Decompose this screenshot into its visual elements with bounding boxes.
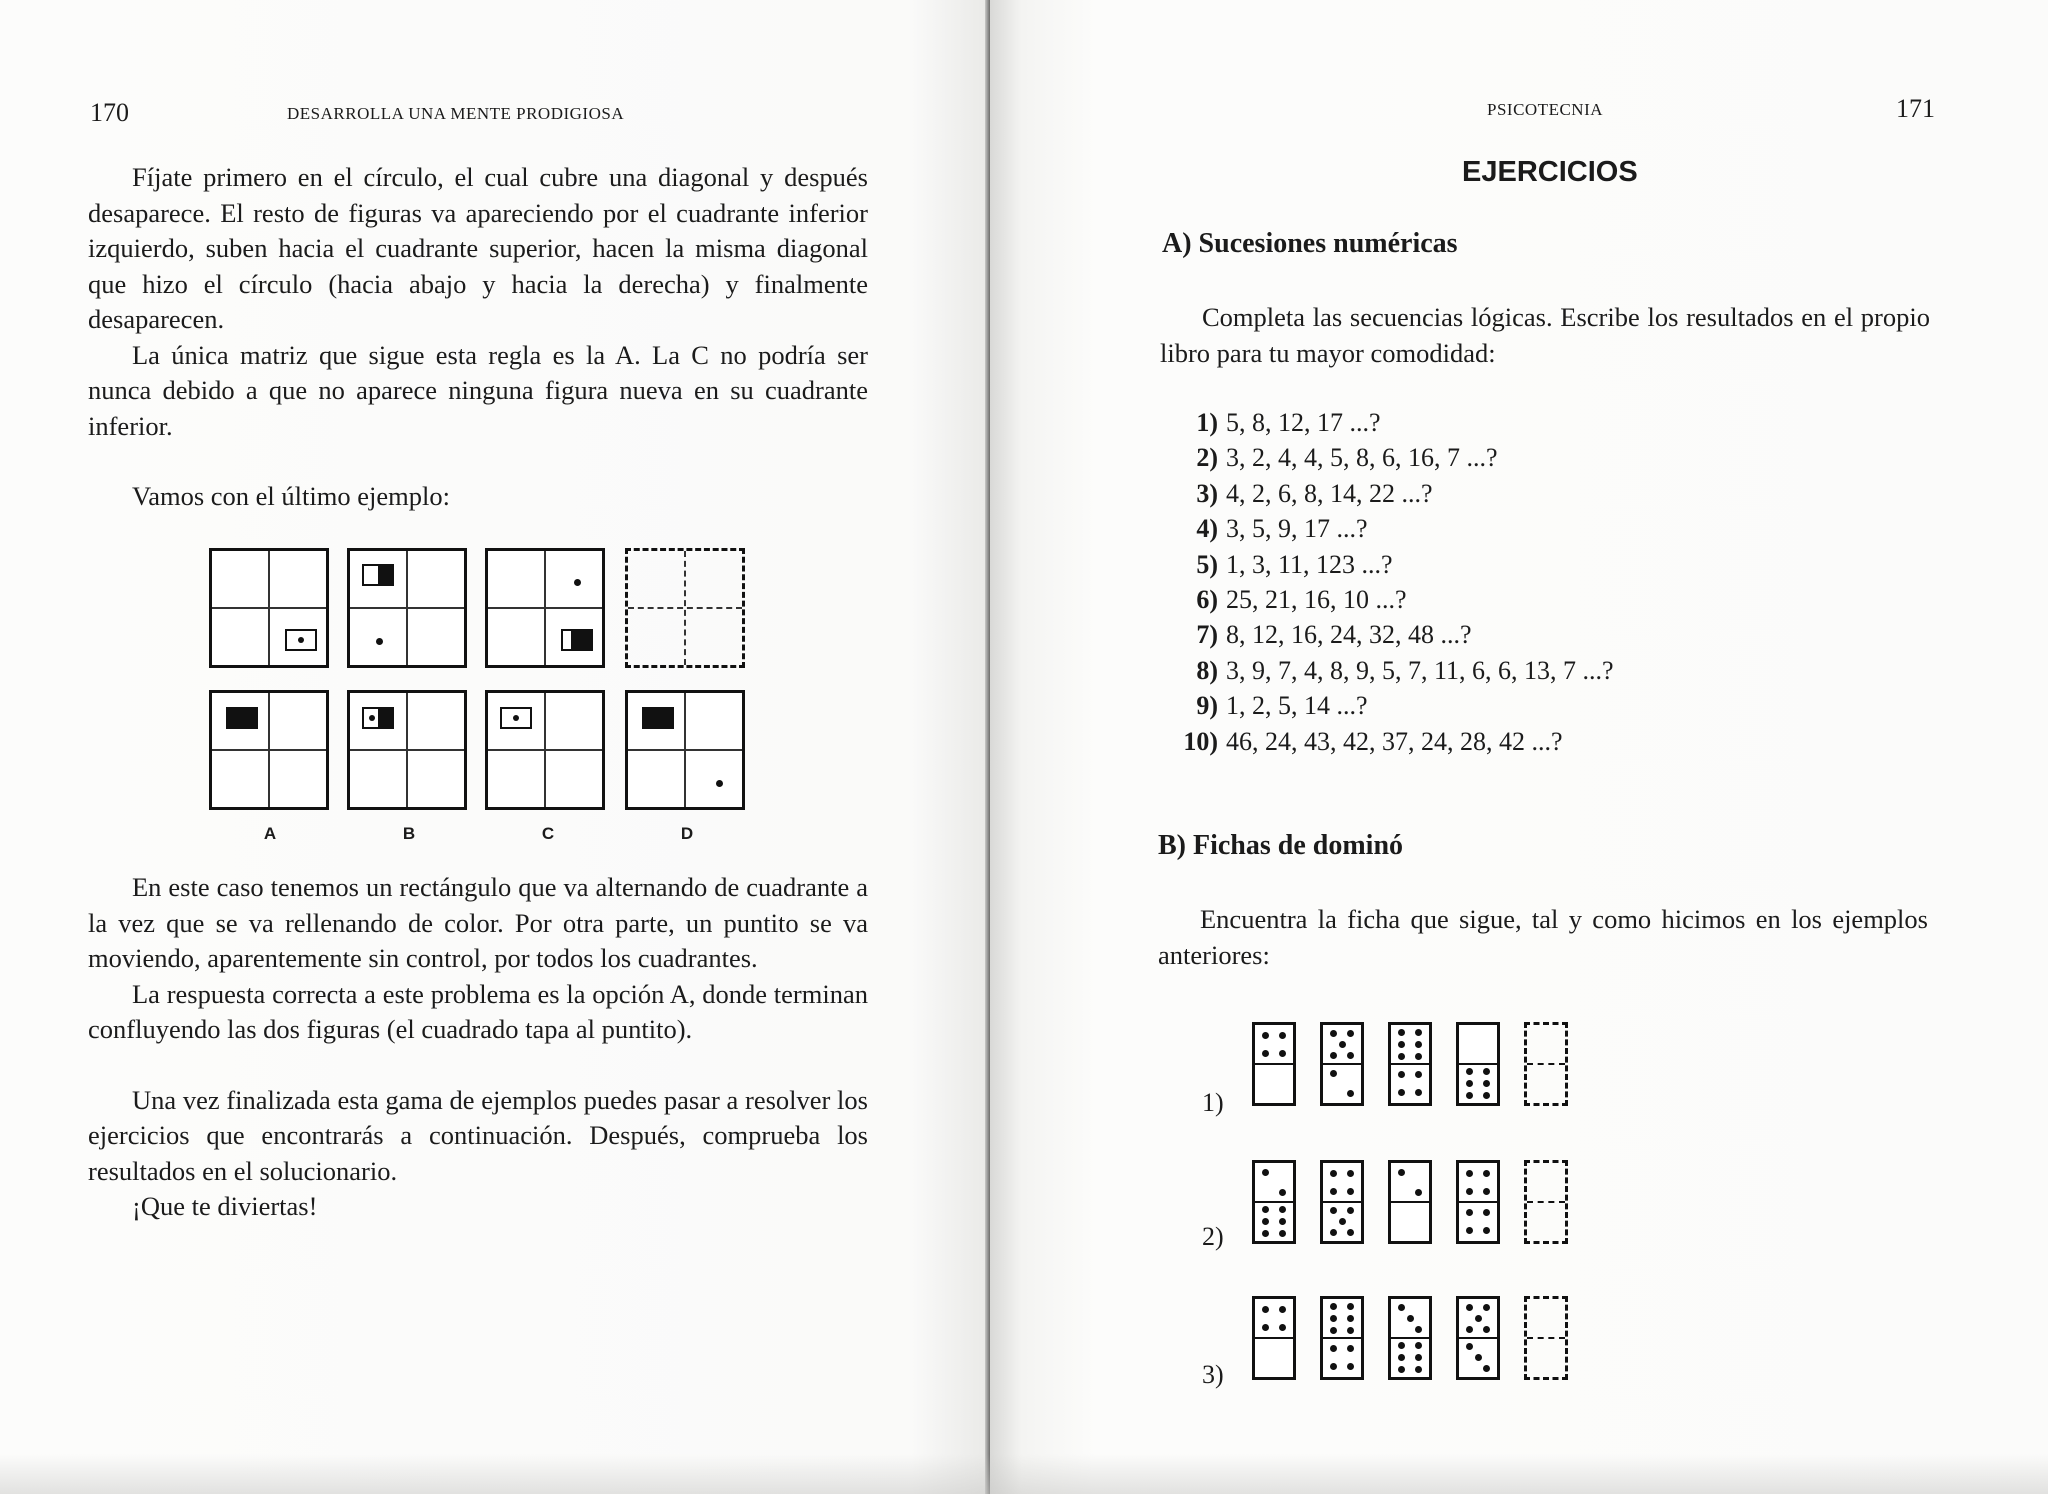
domino-row-label: 3) (1202, 1360, 1224, 1389)
option-label-b: B (402, 824, 416, 843)
rect-half-filled-dot (362, 707, 394, 729)
domino-pip (1279, 1324, 1286, 1331)
rect-filled (226, 707, 258, 729)
domino-pip (1330, 1363, 1337, 1370)
option-label-d: D (680, 824, 694, 843)
running-head-left: DESARROLLA UNA MENTE PRODIGIOSA (287, 104, 625, 123)
domino-pip (1466, 1068, 1473, 1075)
domino-pip (1415, 1089, 1422, 1096)
domino-pip (1339, 1218, 1346, 1225)
rect-filled (642, 707, 674, 729)
intro-b (1158, 902, 1928, 973)
domino-pip (1279, 1050, 1286, 1057)
domino-pip (1330, 1229, 1337, 1236)
domino-pip (1398, 1169, 1405, 1176)
sequence-item: 4) 3, 5, 9, 17 ...? (1196, 514, 1368, 544)
domino-pip (1466, 1188, 1473, 1195)
domino-pip (1339, 1041, 1346, 1048)
domino-tile (1252, 1160, 1296, 1244)
domino-pip (1415, 1053, 1422, 1060)
domino-tile (1456, 1296, 1500, 1380)
domino-tile (1320, 1296, 1364, 1380)
domino-pip (1347, 1315, 1354, 1322)
rect-mostly-filled (561, 629, 593, 651)
domino-pip (1466, 1092, 1473, 1099)
domino-pip (1483, 1170, 1490, 1177)
intro-a-text: Completa las secuencias lógicas. Escribe los resultados en el propio libro para tu mayor comodidad: (1160, 302, 1930, 368)
paragraph-6: Una vez finalizada esta gama de ejemplos puedes pasar a resolver los ejercicios que encontrarás a continuación. Después, comprueba los resultados en el solucionario. (88, 1084, 868, 1186)
text-upper (88, 160, 868, 515)
rect-outline-dot (500, 707, 532, 729)
domino-pip (1466, 1170, 1473, 1177)
domino-pip (1398, 1071, 1405, 1078)
domino-pip (1415, 1041, 1422, 1048)
sequence-item: 6) 25, 21, 16, 10 ...? (1196, 585, 1407, 615)
option-label-a: A (263, 824, 277, 843)
domino-pip (1330, 1303, 1337, 1310)
domino-tile (1320, 1022, 1364, 1106)
sequence-item: 1) 5, 8, 12, 17 ...? (1196, 408, 1381, 437)
domino-pip (1466, 1209, 1473, 1216)
domino-pip (1415, 1366, 1422, 1373)
domino-pip (1330, 1327, 1337, 1334)
domino-pip (1262, 1032, 1269, 1039)
domino-pip (1330, 1030, 1337, 1037)
domino-pip (1330, 1207, 1337, 1214)
domino-tile (1388, 1296, 1432, 1380)
domino-pip (1407, 1315, 1414, 1322)
domino-pip (1279, 1206, 1286, 1213)
domino-pip (1330, 1315, 1337, 1322)
domino-tile (1456, 1022, 1500, 1106)
sequence-item: 9) 1, 2, 5, 14 ...? (1196, 691, 1368, 721)
domino-pip (1398, 1354, 1405, 1361)
domino-pip (1347, 1188, 1354, 1195)
sequence-item: 7) 8, 12, 16, 24, 32, 48 ...? (1196, 620, 1472, 650)
domino-pip (1483, 1080, 1490, 1087)
domino-pip (1347, 1030, 1354, 1037)
domino-pip (1279, 1032, 1286, 1039)
domino-tile (1320, 1160, 1364, 1244)
domino-pip (1483, 1188, 1490, 1195)
domino-pip (1347, 1052, 1354, 1059)
left-page (0, 0, 990, 1494)
dot (716, 780, 723, 787)
domino-pip (1262, 1169, 1269, 1176)
domino-tile (1456, 1160, 1500, 1244)
domino-pip (1279, 1189, 1286, 1196)
domino-pip (1483, 1326, 1490, 1333)
domino-pip (1398, 1089, 1405, 1096)
page-number-left: 170 (90, 98, 129, 127)
dot (376, 638, 383, 645)
domino-pip (1347, 1327, 1354, 1334)
sequence-item: 8) 3, 9, 7, 4, 8, 9, 5, 7, 11, 6, 6, 13, 7 ...? (1196, 655, 1614, 685)
domino-pip (1398, 1342, 1405, 1349)
sequence-item: 3) 4, 2, 6, 8, 14, 22 ...? (1196, 478, 1433, 508)
domino-pip (1330, 1345, 1337, 1352)
domino-pip (1279, 1306, 1286, 1313)
sequence-item: 10) 46, 24, 43, 42, 37, 24, 28, 42 ...? (1183, 726, 1563, 756)
domino-missing-tile[interactable] (1524, 1296, 1568, 1380)
domino-pip (1483, 1365, 1490, 1372)
right-page (990, 0, 2048, 1494)
domino-pip (1262, 1230, 1269, 1237)
domino-tile (1388, 1022, 1432, 1106)
domino-pip (1347, 1345, 1354, 1352)
domino-pip (1398, 1366, 1405, 1373)
domino-missing-tile[interactable] (1524, 1160, 1568, 1244)
domino-pip (1415, 1189, 1422, 1196)
matrix-1 (209, 548, 329, 668)
matrix-3 (485, 548, 605, 668)
domino-pip (1347, 1363, 1354, 1370)
domino-pip (1466, 1343, 1473, 1350)
dot (574, 579, 581, 586)
intro-b-text: Encuentra la ficha que sigue, tal y como hicimos en los ejemplos anteriores: (1158, 904, 1928, 970)
page-bottom-shadow (0, 1454, 2048, 1494)
domino-pip (1279, 1218, 1286, 1225)
domino-pip (1415, 1342, 1422, 1349)
domino-pip (1483, 1227, 1490, 1234)
option-label-c: C (541, 824, 555, 843)
domino-pip (1262, 1206, 1269, 1213)
domino-row-label: 2) (1202, 1222, 1224, 1251)
option-b-matrix[interactable] (347, 690, 467, 810)
domino-missing-tile[interactable] (1524, 1022, 1568, 1106)
domino-pip (1483, 1304, 1490, 1311)
domino-pip (1475, 1315, 1482, 1322)
sequence-item: 5) 1, 3, 11, 123 ...? (1196, 549, 1393, 579)
domino-pip (1262, 1324, 1269, 1331)
domino-pip (1330, 1070, 1337, 1077)
domino-tile (1252, 1022, 1296, 1106)
option-a-matrix[interactable] (209, 690, 329, 810)
domino-pip (1483, 1068, 1490, 1075)
paragraph-3: Vamos con el último ejemplo: (132, 481, 450, 511)
paragraph-7: ¡Que te diviertas! (132, 1191, 318, 1221)
rect-half-filled (362, 564, 394, 586)
domino-pip (1262, 1306, 1269, 1313)
paragraph-5: La respuesta correcta a este problema es la opción A, donde terminan confluyendo las dos figuras (el cuadrado tapa al puntito). (88, 978, 868, 1044)
domino-pip (1415, 1029, 1422, 1036)
domino-pip (1330, 1052, 1337, 1059)
domino-pip (1466, 1326, 1473, 1333)
domino-pip (1466, 1080, 1473, 1087)
intro-a (1160, 300, 1930, 371)
domino-pip (1330, 1170, 1337, 1177)
paragraph-2: La única matriz que sigue esta regla es la A. La C no podría ser nunca debido a que no aparece ninguna figura nueva en su cuadrante inferior. (88, 339, 868, 441)
domino-pip (1483, 1209, 1490, 1216)
domino-pip (1262, 1218, 1269, 1225)
domino-pip (1347, 1303, 1354, 1310)
domino-pip (1262, 1050, 1269, 1057)
domino-tile (1388, 1160, 1432, 1244)
paragraph-1: Fíjate primero en el círculo, el cual cubre una diagonal y después desaparece. El resto de figuras va apareciendo por el cuadrante inferior izquierdo, suben hacia el cuadrante superior, hacen la misma diagonal que hizo el círculo (hacia abajo y hacia la derecha) y finalmente desaparecen. (88, 162, 868, 334)
domino-tile (1252, 1296, 1296, 1380)
text-lower (88, 870, 868, 1225)
domino-row-label: 1) (1202, 1088, 1224, 1117)
domino-pip (1415, 1354, 1422, 1361)
running-head-right: PSICOTECNIA (1487, 100, 1604, 119)
domino-pip (1279, 1230, 1286, 1237)
domino-pip (1483, 1092, 1490, 1099)
domino-pip (1330, 1188, 1337, 1195)
domino-pip (1398, 1053, 1405, 1060)
domino-pip (1415, 1326, 1422, 1333)
matrix-missing (625, 548, 745, 668)
domino-pip (1415, 1071, 1422, 1078)
sequence-item: 2) 3, 2, 4, 4, 5, 8, 6, 16, 7 ...? (1196, 443, 1498, 473)
sequence-list (1170, 405, 1614, 759)
paragraph-4: En este caso tenemos un rectángulo que va alternando de cuadrante a la vez que se va rellenando de color. Por otra parte, un puntito se va moviendo, aparentemente sin control, por todos los cuadrantes. (88, 872, 868, 973)
domino-pip (1398, 1304, 1405, 1311)
section-b-heading: B) Fichas de dominó (1158, 830, 1404, 861)
option-d-matrix[interactable] (625, 690, 745, 810)
option-c-matrix[interactable] (485, 690, 605, 810)
domino-pip (1466, 1304, 1473, 1311)
rect-outline-dot (285, 629, 317, 651)
domino-pip (1347, 1170, 1354, 1177)
exercises-heading: EJERCICIOS (1462, 156, 1638, 188)
domino-pip (1347, 1090, 1354, 1097)
domino-pip (1398, 1041, 1405, 1048)
domino-pip (1398, 1029, 1405, 1036)
domino-pip (1347, 1229, 1354, 1236)
section-a-heading: A) Sucesiones numéricas (1162, 228, 1458, 259)
domino-pip (1466, 1227, 1473, 1234)
matrix-2 (347, 548, 467, 668)
page-number-right: 171 (1896, 94, 1935, 123)
domino-pip (1347, 1207, 1354, 1214)
domino-pip (1475, 1354, 1482, 1361)
